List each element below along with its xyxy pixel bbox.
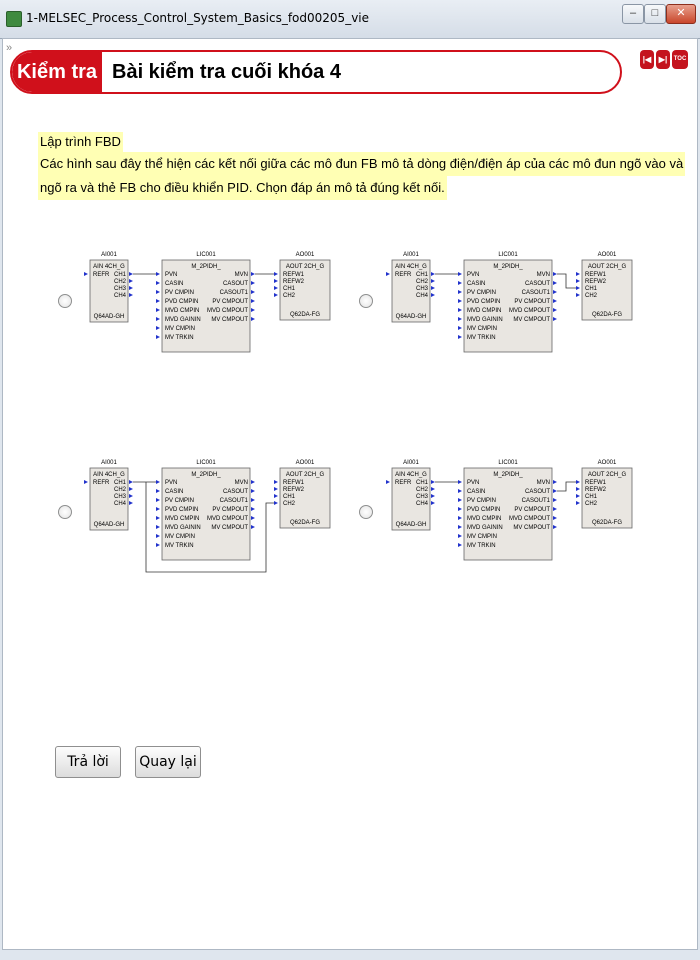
- question-block: [38, 132, 685, 200]
- ao-block-module: Q62DA-FG: [289, 312, 321, 318]
- pin-arrow-icon: [458, 299, 462, 303]
- pin-arrow-icon: [251, 281, 255, 285]
- pid-block-output: PV CMPOUT: [514, 299, 550, 305]
- ai-block-output: CH3: [113, 286, 126, 292]
- ai-block-module: Q64AD-GH: [93, 522, 125, 528]
- pid-block-input: PV CMPIN: [165, 290, 195, 296]
- pin-arrow-icon: [251, 525, 255, 529]
- option-3-radio[interactable]: [58, 505, 72, 519]
- pid-block-type: M_2PIDH_: [493, 472, 523, 478]
- ai-block-tag: AI001: [101, 460, 117, 466]
- ai-block-tag: AI001: [403, 460, 419, 466]
- pin-arrow-icon: [553, 317, 557, 321]
- option-1-diagram: [80, 248, 370, 378]
- pin-arrow-icon: [251, 299, 255, 303]
- pin-arrow-icon: [129, 501, 133, 505]
- pid-block-output: CASOUT1: [219, 290, 248, 296]
- window-titlebar: [0, 0, 700, 39]
- pin-arrow-icon: [156, 335, 160, 339]
- pin-arrow-icon: [458, 326, 462, 330]
- ao-block-input: REFW2: [585, 279, 606, 285]
- pid-block-output: MV CMPOUT: [513, 525, 550, 531]
- pid-block-output: CASOUT: [524, 489, 550, 495]
- ao-block-input: REFW1: [585, 480, 606, 486]
- pin-arrow-icon: [84, 272, 88, 276]
- pid-block-input: CASIN: [467, 281, 486, 287]
- ai-block-input: REFR: [395, 272, 412, 278]
- question-heading: Lập trình FBD: [38, 132, 123, 152]
- ai-block-output: CH1: [113, 480, 126, 486]
- ai-block-input: REFR: [93, 272, 110, 278]
- pin-arrow-icon: [576, 272, 580, 276]
- pid-block-output: PV CMPOUT: [212, 507, 248, 513]
- pin-arrow-icon: [274, 293, 278, 297]
- pin-arrow-icon: [251, 272, 255, 276]
- ai-block-output: CH4: [113, 293, 126, 299]
- ao-block-module: Q62DA-FG: [289, 520, 321, 526]
- pin-arrow-icon: [274, 272, 278, 276]
- pid-block-output: MVN: [234, 480, 248, 486]
- pid-block-type: M_2PIDH_: [493, 264, 523, 270]
- ao-block-input: REFW1: [283, 480, 304, 486]
- pin-arrow-icon: [431, 272, 435, 276]
- pid-block-output: MV CMPOUT: [211, 525, 248, 531]
- ao-block-tag: AO001: [295, 252, 315, 258]
- pid-block-input: PVD CMPIN: [165, 507, 199, 513]
- fbd-diagram-svg: [382, 248, 672, 378]
- pid-block-input: PV CMPIN: [467, 498, 497, 504]
- pin-arrow-icon: [458, 480, 462, 484]
- pid-block-input: MV CMPIN: [165, 326, 195, 332]
- pin-arrow-icon: [576, 293, 580, 297]
- pin-arrow-icon: [251, 507, 255, 511]
- pin-arrow-icon: [156, 308, 160, 312]
- ai-block-type: AIN 4CH_G: [93, 472, 125, 478]
- pid-block-tag: LIC001: [498, 460, 518, 466]
- ao-block-input: CH2: [283, 293, 296, 299]
- pin-arrow-icon: [156, 290, 160, 294]
- banner-tag: Kiểm tra: [12, 52, 102, 92]
- minimize-button[interactable]: –: [622, 4, 644, 24]
- ao-block-tag: AO001: [597, 460, 617, 466]
- back-button[interactable]: Quay lại: [135, 746, 201, 778]
- ao-block-tag: AO001: [295, 460, 315, 466]
- ai-block-output: CH4: [415, 501, 428, 507]
- pid-block-input: CASIN: [165, 489, 184, 495]
- pin-arrow-icon: [156, 272, 160, 276]
- pin-arrow-icon: [431, 501, 435, 505]
- pin-arrow-icon: [251, 498, 255, 502]
- ai-block-output: CH4: [113, 501, 126, 507]
- pid-block-input: MV CMPIN: [467, 326, 497, 332]
- pid-block-output: MV CMPOUT: [513, 317, 550, 323]
- ai-block-output: CH1: [415, 480, 428, 486]
- pid-block-output: CASOUT: [222, 281, 248, 287]
- pid-block-input: MVD CMPIN: [467, 516, 502, 522]
- ao-block-input: REFW1: [585, 272, 606, 278]
- pid-block-input: MVD CMPIN: [165, 308, 200, 314]
- prev-page-button[interactable]: |◀: [640, 50, 654, 69]
- ai-block-type: AIN 4CH_G: [395, 264, 427, 270]
- pid-block-input: PVD CMPIN: [165, 299, 199, 305]
- pin-arrow-icon: [576, 501, 580, 505]
- ai-block-output: CH3: [113, 494, 126, 500]
- pid-block-input: PVN: [467, 480, 480, 486]
- pin-arrow-icon: [274, 480, 278, 484]
- pin-arrow-icon: [251, 489, 255, 493]
- pid-block-input: PVD CMPIN: [467, 299, 501, 305]
- pin-arrow-icon: [458, 489, 462, 493]
- pin-arrow-icon: [431, 480, 435, 484]
- pid-block-type: M_2PIDH_: [191, 264, 221, 270]
- pin-arrow-icon: [129, 494, 133, 498]
- connection-wire: [557, 274, 576, 288]
- pin-arrow-icon: [553, 525, 557, 529]
- pin-arrow-icon: [576, 286, 580, 290]
- pin-arrow-icon: [458, 281, 462, 285]
- pin-arrow-icon: [553, 489, 557, 493]
- pid-block-input: MVD GAININ: [165, 525, 201, 531]
- ao-block-input: REFW1: [283, 272, 304, 278]
- answer-button[interactable]: Trả lời: [55, 746, 121, 778]
- pin-arrow-icon: [84, 480, 88, 484]
- pid-block-output: MVD CMPOUT: [509, 516, 550, 522]
- pin-arrow-icon: [431, 279, 435, 283]
- pid-block-output: CASOUT: [222, 489, 248, 495]
- ao-block-type: AOUT 2CH_G: [285, 472, 325, 478]
- app-icon: [6, 11, 22, 27]
- pin-arrow-icon: [251, 480, 255, 484]
- connection-wire: [557, 482, 576, 491]
- pin-arrow-icon: [431, 286, 435, 290]
- pin-arrow-icon: [129, 286, 133, 290]
- pid-block-output: MVD CMPOUT: [207, 308, 248, 314]
- ao-block-input: CH1: [283, 286, 296, 292]
- pid-block-input: MVD CMPIN: [165, 516, 200, 522]
- ai-block-output: CH4: [415, 293, 428, 299]
- pid-block-input: PV CMPIN: [165, 498, 195, 504]
- ao-block-module: Q62DA-FG: [591, 520, 623, 526]
- pid-block-input: MVD GAININ: [467, 525, 503, 531]
- ai-block-output: CH3: [415, 494, 428, 500]
- pin-arrow-icon: [156, 480, 160, 484]
- ao-block-type: AOUT 2CH_G: [285, 264, 325, 270]
- pin-arrow-icon: [156, 317, 160, 321]
- pid-block-tag: LIC001: [498, 252, 518, 258]
- ai-block-output: CH2: [113, 279, 126, 285]
- ao-block-input: REFW2: [283, 487, 304, 493]
- pid-block-output: PV CMPOUT: [514, 507, 550, 513]
- ai-block-input: REFR: [395, 480, 412, 486]
- ao-block-type: AOUT 2CH_G: [587, 264, 627, 270]
- pin-arrow-icon: [553, 480, 557, 484]
- ai-block-output: CH2: [113, 487, 126, 493]
- pin-arrow-icon: [274, 487, 278, 491]
- window-title: 1-MELSEC_Process_Control_System_Basics_fod00205_vie: [26, 11, 370, 25]
- pid-block-input: PVD CMPIN: [467, 507, 501, 513]
- pin-arrow-icon: [251, 317, 255, 321]
- pin-arrow-icon: [458, 516, 462, 520]
- pid-block-input: CASIN: [165, 281, 184, 287]
- pid-block-input: MV TRKIN: [467, 543, 496, 549]
- pid-block-input: CASIN: [467, 489, 486, 495]
- pid-block-tag: LIC001: [196, 252, 216, 258]
- pin-arrow-icon: [576, 279, 580, 283]
- pin-arrow-icon: [458, 534, 462, 538]
- pin-arrow-icon: [431, 487, 435, 491]
- pin-arrow-icon: [458, 543, 462, 547]
- pin-arrow-icon: [156, 525, 160, 529]
- pin-arrow-icon: [553, 498, 557, 502]
- pid-block-output: CASOUT: [524, 281, 550, 287]
- pin-arrow-icon: [156, 498, 160, 502]
- ai-block-module: Q64AD-GH: [93, 314, 125, 320]
- pin-arrow-icon: [129, 293, 133, 297]
- pid-block-output: MVD CMPOUT: [509, 308, 550, 314]
- pid-block-input: PVN: [165, 480, 178, 486]
- pid-block-input: MV TRKIN: [165, 543, 194, 549]
- ao-block-type: AOUT 2CH_G: [587, 472, 627, 478]
- ai-block-input: REFR: [93, 480, 110, 486]
- pid-block-type: M_2PIDH_: [191, 472, 221, 478]
- pid-block-output: CASOUT1: [521, 498, 550, 504]
- ai-block-type: AIN 4CH_G: [395, 472, 427, 478]
- ao-block-input: CH2: [585, 293, 598, 299]
- pid-block-input: PVN: [165, 272, 178, 278]
- pid-block-output: CASOUT1: [521, 290, 550, 296]
- fbd-diagram-svg: [382, 456, 672, 586]
- close-button[interactable]: ✕: [666, 4, 696, 24]
- pid-block-input: MV TRKIN: [467, 335, 496, 341]
- pin-arrow-icon: [431, 494, 435, 498]
- pin-arrow-icon: [274, 501, 278, 505]
- pin-arrow-icon: [156, 299, 160, 303]
- pin-arrow-icon: [156, 534, 160, 538]
- pin-arrow-icon: [458, 525, 462, 529]
- pin-arrow-icon: [553, 290, 557, 294]
- pin-arrow-icon: [274, 494, 278, 498]
- pid-block-input: MV CMPIN: [165, 534, 195, 540]
- pin-arrow-icon: [458, 335, 462, 339]
- pin-arrow-icon: [156, 281, 160, 285]
- pin-arrow-icon: [386, 480, 390, 484]
- pin-arrow-icon: [274, 286, 278, 290]
- pin-arrow-icon: [553, 272, 557, 276]
- pid-block-input: MVD GAININ: [165, 317, 201, 323]
- pin-arrow-icon: [553, 516, 557, 520]
- toc-button[interactable]: TOC: [672, 50, 688, 69]
- pin-arrow-icon: [553, 299, 557, 303]
- next-page-button[interactable]: ▶|: [656, 50, 670, 69]
- pin-arrow-icon: [274, 279, 278, 283]
- pid-block-output: MVN: [536, 272, 550, 278]
- pid-block-input: MVD CMPIN: [467, 308, 502, 314]
- pid-block-output: MV CMPOUT: [211, 317, 248, 323]
- pid-block-output: MVN: [234, 272, 248, 278]
- fbd-diagram-svg: [80, 456, 370, 586]
- pid-block-tag: LIC001: [196, 460, 216, 466]
- pin-arrow-icon: [458, 272, 462, 276]
- pin-arrow-icon: [553, 308, 557, 312]
- ao-block-input: CH2: [283, 501, 296, 507]
- pid-block-input: PVN: [467, 272, 480, 278]
- option-1-radio[interactable]: [58, 294, 72, 308]
- fbd-diagram-svg: [80, 248, 370, 378]
- pin-arrow-icon: [576, 494, 580, 498]
- ao-block-input: REFW2: [585, 487, 606, 493]
- pin-arrow-icon: [129, 272, 133, 276]
- pid-block-output: CASOUT1: [219, 498, 248, 504]
- pin-arrow-icon: [576, 480, 580, 484]
- ai-block-output: CH1: [415, 272, 428, 278]
- pid-block-output: MVD CMPOUT: [207, 516, 248, 522]
- ao-block-input: CH1: [585, 494, 598, 500]
- pin-arrow-icon: [553, 281, 557, 285]
- option-3-diagram: [80, 456, 370, 586]
- ai-block-module: Q64AD-GH: [395, 314, 427, 320]
- pin-arrow-icon: [458, 290, 462, 294]
- ai-block-output: CH2: [415, 487, 428, 493]
- pin-arrow-icon: [576, 487, 580, 491]
- ai-block-tag: AI001: [101, 252, 117, 258]
- ai-block-type: AIN 4CH_G: [93, 264, 125, 270]
- section-banner: [10, 50, 622, 94]
- question-text-line-2: ngõ ra và thẻ FB cho điều khiển PID. Chọn đáp án mô tả đúng kết nối.: [38, 176, 447, 200]
- pin-arrow-icon: [156, 516, 160, 520]
- pin-arrow-icon: [431, 293, 435, 297]
- sidebar-toggle-icon[interactable]: »: [6, 42, 13, 54]
- ao-block-module: Q62DA-FG: [591, 312, 623, 318]
- window-bottom-edge: [0, 950, 700, 960]
- pin-arrow-icon: [458, 507, 462, 511]
- ao-block-input: CH1: [585, 286, 598, 292]
- pid-block-output: MVN: [536, 480, 550, 486]
- pin-arrow-icon: [458, 308, 462, 312]
- ao-block-tag: AO001: [597, 252, 617, 258]
- pin-arrow-icon: [458, 317, 462, 321]
- pin-arrow-icon: [129, 279, 133, 283]
- banner-title: Bài kiểm tra cuối khóa 4: [112, 61, 341, 83]
- pid-block-input: PV CMPIN: [467, 290, 497, 296]
- pin-arrow-icon: [458, 498, 462, 502]
- ai-block-module: Q64AD-GH: [395, 522, 427, 528]
- option-4-diagram: [382, 456, 672, 586]
- pin-arrow-icon: [129, 480, 133, 484]
- pin-arrow-icon: [251, 516, 255, 520]
- pin-arrow-icon: [129, 487, 133, 491]
- ao-block-input: CH1: [283, 494, 296, 500]
- question-text-line-1: Các hình sau đây thể hiện các kết nối giữa các mô đun FB mô tả dòng điện/điện áp của các mô đun ngõ vào và: [38, 152, 685, 176]
- ai-block-output: CH1: [113, 272, 126, 278]
- pid-block-input: MV CMPIN: [467, 534, 497, 540]
- ao-block-input: REFW2: [283, 279, 304, 285]
- pin-arrow-icon: [156, 507, 160, 511]
- ai-block-tag: AI001: [403, 252, 419, 258]
- ai-block-output: CH3: [415, 286, 428, 292]
- ao-block-input: CH2: [585, 501, 598, 507]
- pin-arrow-icon: [553, 507, 557, 511]
- pin-arrow-icon: [251, 290, 255, 294]
- pin-arrow-icon: [251, 308, 255, 312]
- pid-block-input: MVD GAININ: [467, 317, 503, 323]
- pid-block-input: MV TRKIN: [165, 335, 194, 341]
- ai-block-output: CH2: [415, 279, 428, 285]
- pid-block-output: PV CMPOUT: [212, 299, 248, 305]
- pin-arrow-icon: [156, 326, 160, 330]
- option-2-diagram: [382, 248, 672, 378]
- pin-arrow-icon: [386, 272, 390, 276]
- pin-arrow-icon: [156, 543, 160, 547]
- pin-arrow-icon: [156, 489, 160, 493]
- maximize-button[interactable]: □: [644, 4, 666, 24]
